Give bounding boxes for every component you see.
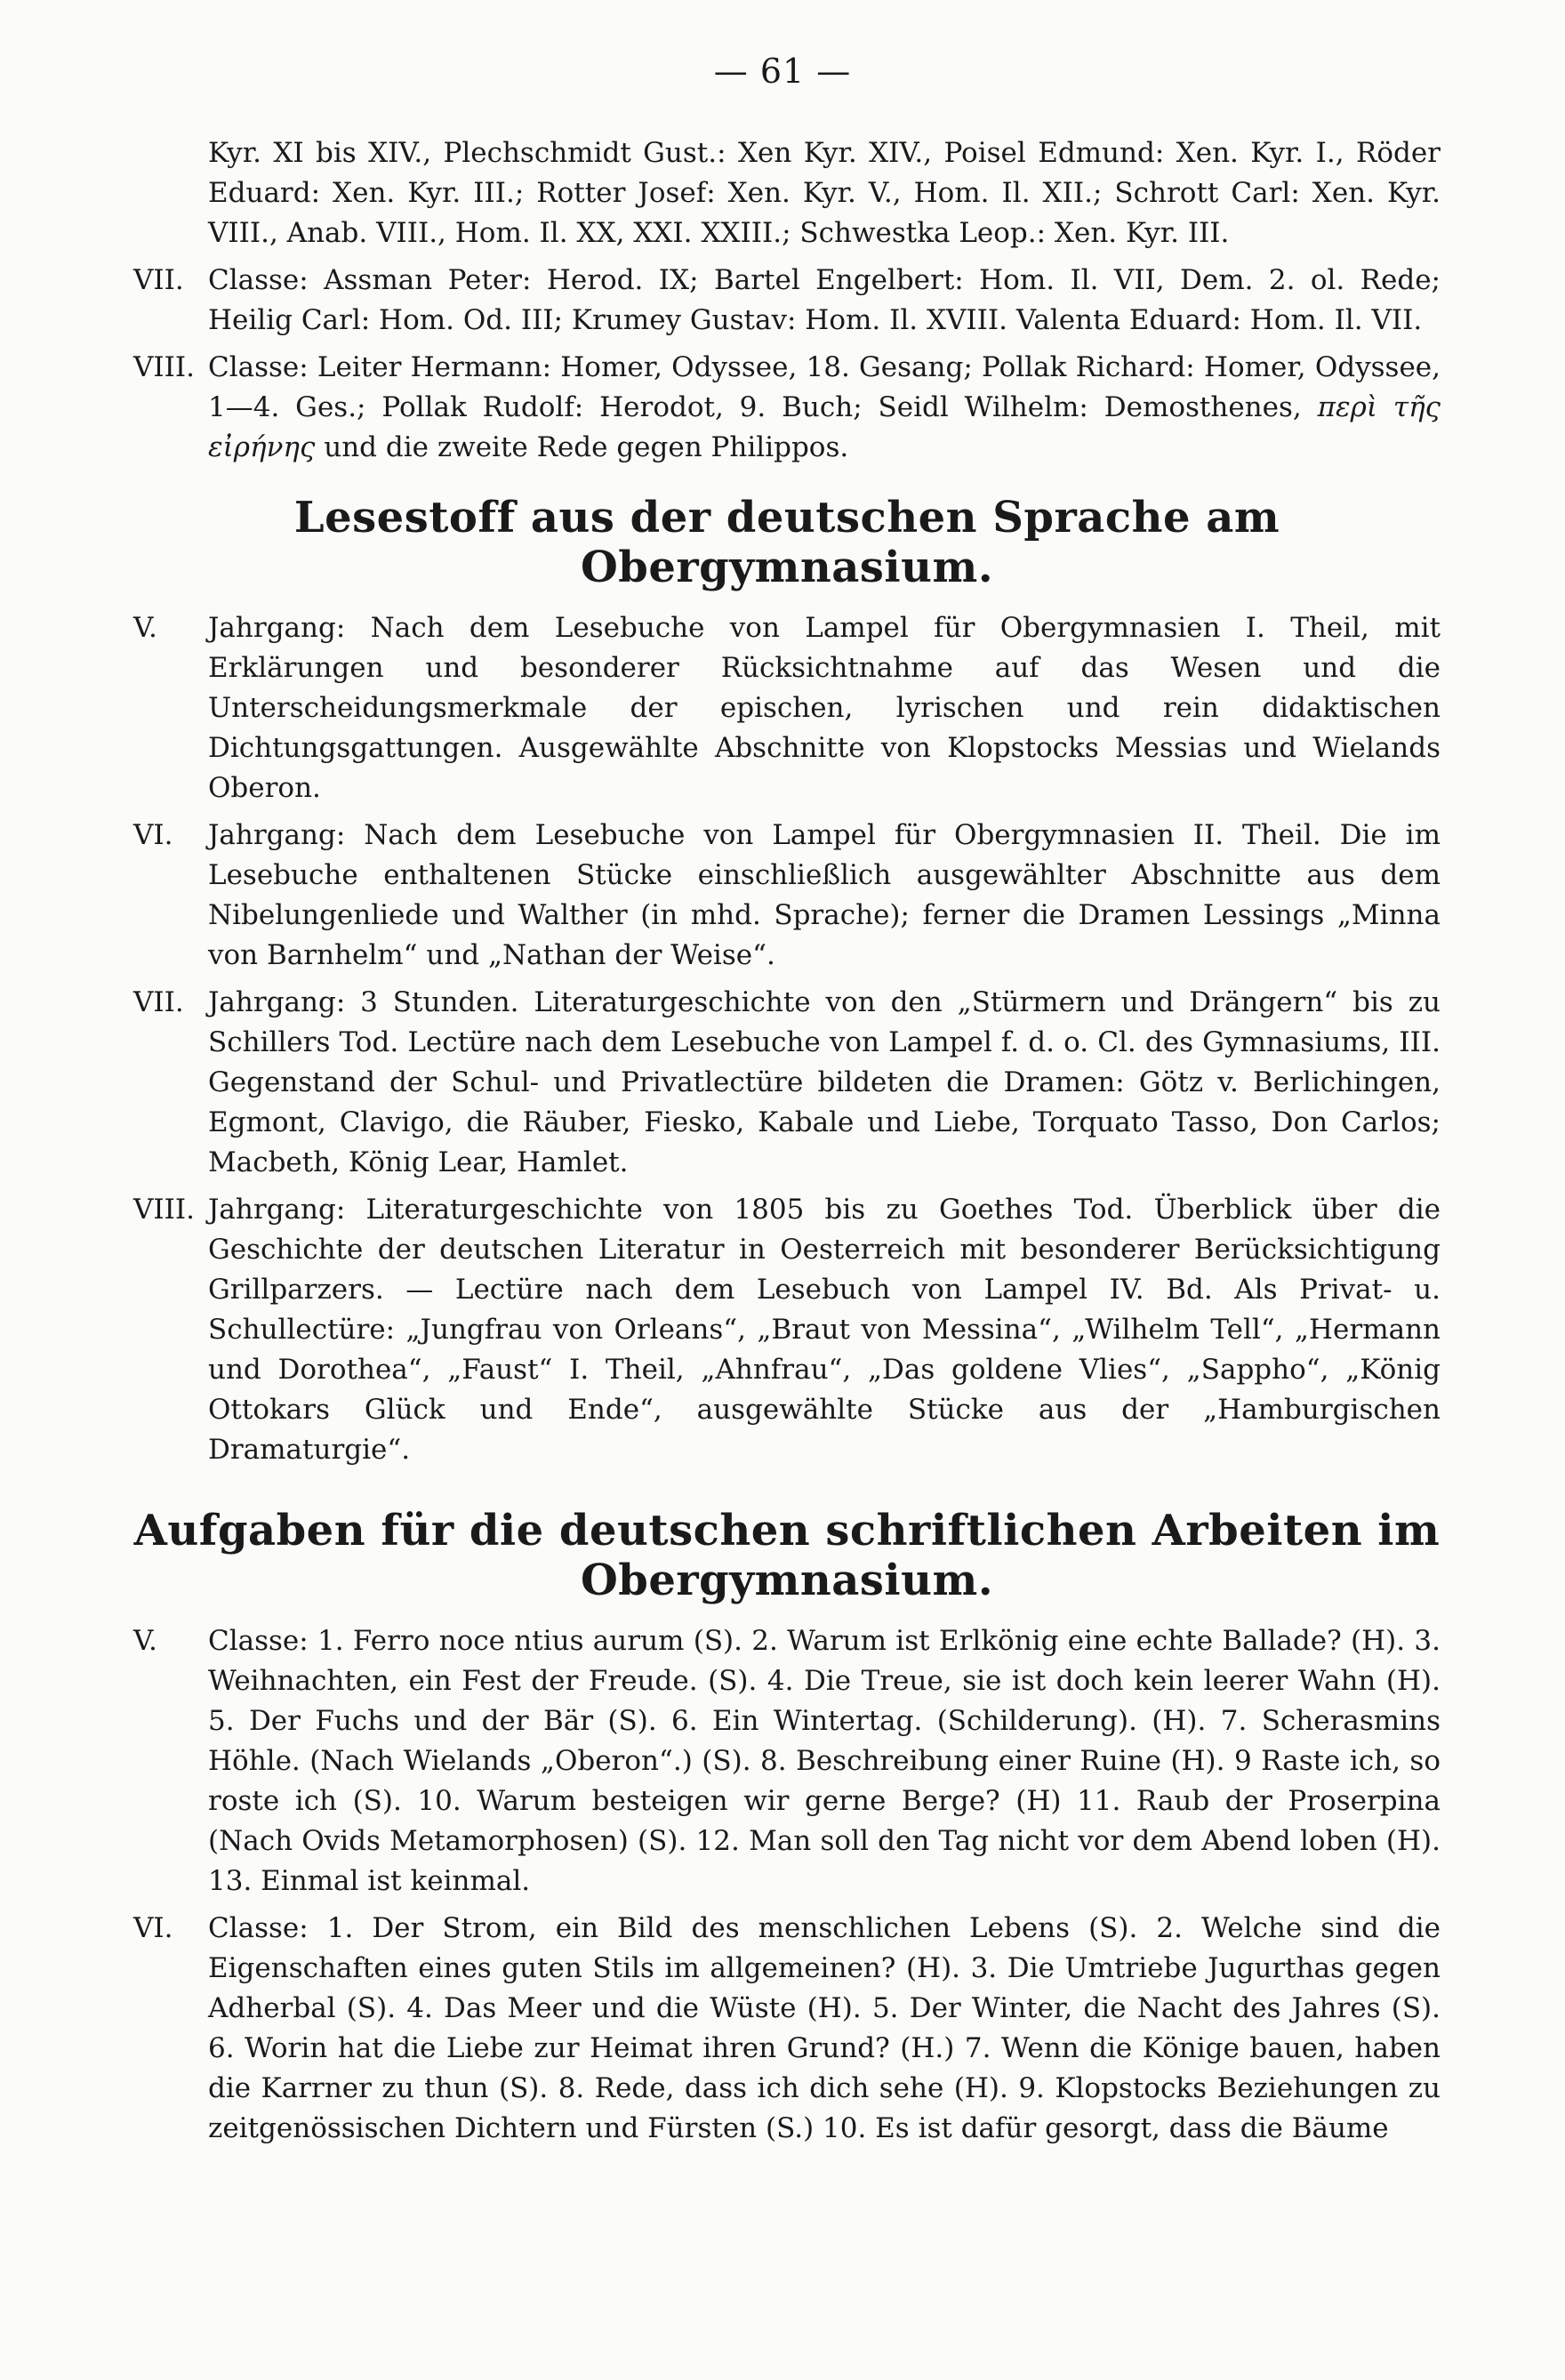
entry-text: Jahrgang: 3 Stunden. Literaturgeschichte von den „Stürmern und Drängern“ bis zu Schillers Tod. Lectüre nach dem Lesebuche von Lampel f. d. o. Cl. des Gymnasiums, III. Gegenstand der Schul- und Privatlectüre bildeten die Dramen: Götz v. Berlichingen, Egmont, Clavigo, die Räuber, Fiesko, Kabale und Liebe, Torquato Tasso, Don Carlos; Macbeth, König Lear, Hamlet.	[208, 986, 1441, 1178]
entry-text: Jahrgang: Literaturgeschichte von 1805 bis zu Goethes Tod. Überblick über die Geschichte der deutschen Literatur in Oesterreich mit besonderer Berücksichtigung Grillparzers. — Lectüre nach dem Lesebuch von Lampel IV. Bd. Als Privat- u. Schullectüre: „Jungfrau von Orleans“, „Braut von Messina“, „Wilhelm Tell“, „Hermann und Dorothea“, „Faust“ I. Theil, „Ahnfrau“, „Das goldene Vlies“, „Sappho“, „König Ottokars Glück und Ende“, ausgewählte Stücke aus der „Hamburgischen Dramaturgie“.	[208, 1194, 1441, 1466]
entry-lead: VII.	[133, 264, 184, 296]
entry-lead: VI.	[133, 819, 173, 851]
aufgaben-entry	[133, 1909, 1441, 2149]
entry-text: Classe: 1. Der Strom, ein Bild des menschlichen Lebens (S). 2. Welche sind die Eigenschaften eines guten Stils im allgemeinen? (H). 3. Die Umtriebe Jugurthas gegen Adherbal (S). 4. Das Meer und die Wüste (H). 5. Der Winter, die Nacht des Jahres (S). 6. Worin hat die Liebe zur Heimat ihren Grund? (H.) 7. Wenn die Könige bauen, haben die Karrner zu thun (S). 8. Rede, dass ich dich sehe (H). 9. Klopstocks Beziehungen zu zeitgenössischen Dichtern und Fürsten (S.) 10. Es ist dafür gesorgt, dass die Bäume	[208, 1912, 1441, 2144]
entry-text: Jahrgang: Nach dem Lesebuche von Lampel für Obergymnasien II. Theil. Die im Lesebuche enthaltenen Stücke einschließlich ausgewählter Abschnitte aus dem Nibelungenliede und Walther (in mhd. Sprache); ferner die Dramen Lessings „Minna von Barnhelm“ und „Nathan der Weise“.	[208, 819, 1441, 971]
lesestoff-entry	[133, 608, 1441, 808]
text-column	[133, 133, 1441, 2156]
intro-paragraph: Kyr. XI bis XIV., Plechschmidt Gust.: Xen Kyr. XIV., Poisel Edmund: Xen. Kyr. I., Röder Eduard: Xen. Kyr. III.; Rotter Josef: Xen. Kyr. V., Hom. Il. XII.; Schrott Carl: Xen. Kyr. VIII., Anab. VIII., Hom. Il. XX, XXI. XXIII.; Schwestka Leop.: Xen. Kyr. III.	[208, 137, 1441, 249]
entry-lead: V.	[133, 612, 157, 644]
heading-line-1: Aufgaben für die deutschen schriftlichen Arbeiten im	[133, 1506, 1441, 1556]
entry-lead: VII.	[133, 986, 184, 1018]
lesestoff-entry	[133, 816, 1441, 976]
entry-lead: VIII.	[133, 351, 195, 383]
section-heading-lesestoff: Lesestoff aus der deutschen Sprache am Obergymnasium.	[293, 493, 1280, 592]
page-number: — 61 —	[713, 52, 852, 91]
entry-text: Classe: Assman Peter: Herod. IX; Bartel Engelbert: Hom. Il. VII, Dem. 2. ol. Rede; Heilig Carl: Hom. Od. III; Krumey Gustav: Hom. Il. XVIII. Valenta Eduard: Hom. Il. VII.	[208, 264, 1441, 336]
section-heading-aufgaben	[133, 1506, 1441, 1605]
entry-text: Jahrgang: Nach dem Lesebuche von Lampel für Obergymnasien I. Theil, mit Erklärungen und besonderer Rücksichtnahme auf das Wesen und die Unterscheidungsmerkmale der epischen, lyrischen und rein didaktischen Dichtungsgattungen. Ausgewählte Abschnitte von Klopstocks Messias und Wielands Oberon.	[208, 612, 1441, 804]
entry-lead: V.	[133, 1625, 157, 1657]
lesestoff-entry	[133, 1190, 1441, 1470]
entry-lead: VIII.	[133, 1194, 195, 1226]
aufgaben-entry	[133, 1621, 1441, 1902]
lesestoff-entry	[133, 983, 1441, 1183]
entry-text-continued: und die zweite Rede gegen Philippos.	[324, 431, 849, 463]
class-vii-reading	[133, 261, 1441, 341]
entry-text: Classe: 1. Ferro noce ntius aurum (S). 2. Warum ist Erlkönig eine echte Ballade? (H). 3. Weihnachten, ein Fest der Freude. (S). 4. Die Treue, sie ist doch kein leerer Wahn (H). 5. Der Fuchs und der Bär (S). 6. Ein Wintertag. (Schilderung). (H). 7. Scherasmins Höhle. (Nach Wielands „Oberon“.) (S). 8. Beschreibung einer Ruine (H). 9 Raste ich, so roste ich (S). 10. Warum besteigen wir gerne Berge? (H) 11. Raub der Proserpina (Nach Ovids Metamorphosen) (S). 12. Man soll den Tag nicht vor dem Abend loben (H). 13. Einmal ist keinmal.	[208, 1625, 1441, 1897]
class-viii-reading	[133, 348, 1441, 468]
entry-lead: VI.	[133, 1912, 173, 1944]
heading-line-2: Obergymnasium.	[580, 1556, 994, 1605]
entry-text: Classe: Leiter Hermann: Homer, Odyssee, 18. Gesang; Pollak Richard: Homer, Odyssee, 1—4. Ges.; Pollak Rudolf: Herodot, 9. Buch; Seidl Wilhelm: Demosthenes,	[208, 351, 1441, 423]
greek-phrase: περὶ τῆς εἰρήνης	[208, 391, 1441, 463]
